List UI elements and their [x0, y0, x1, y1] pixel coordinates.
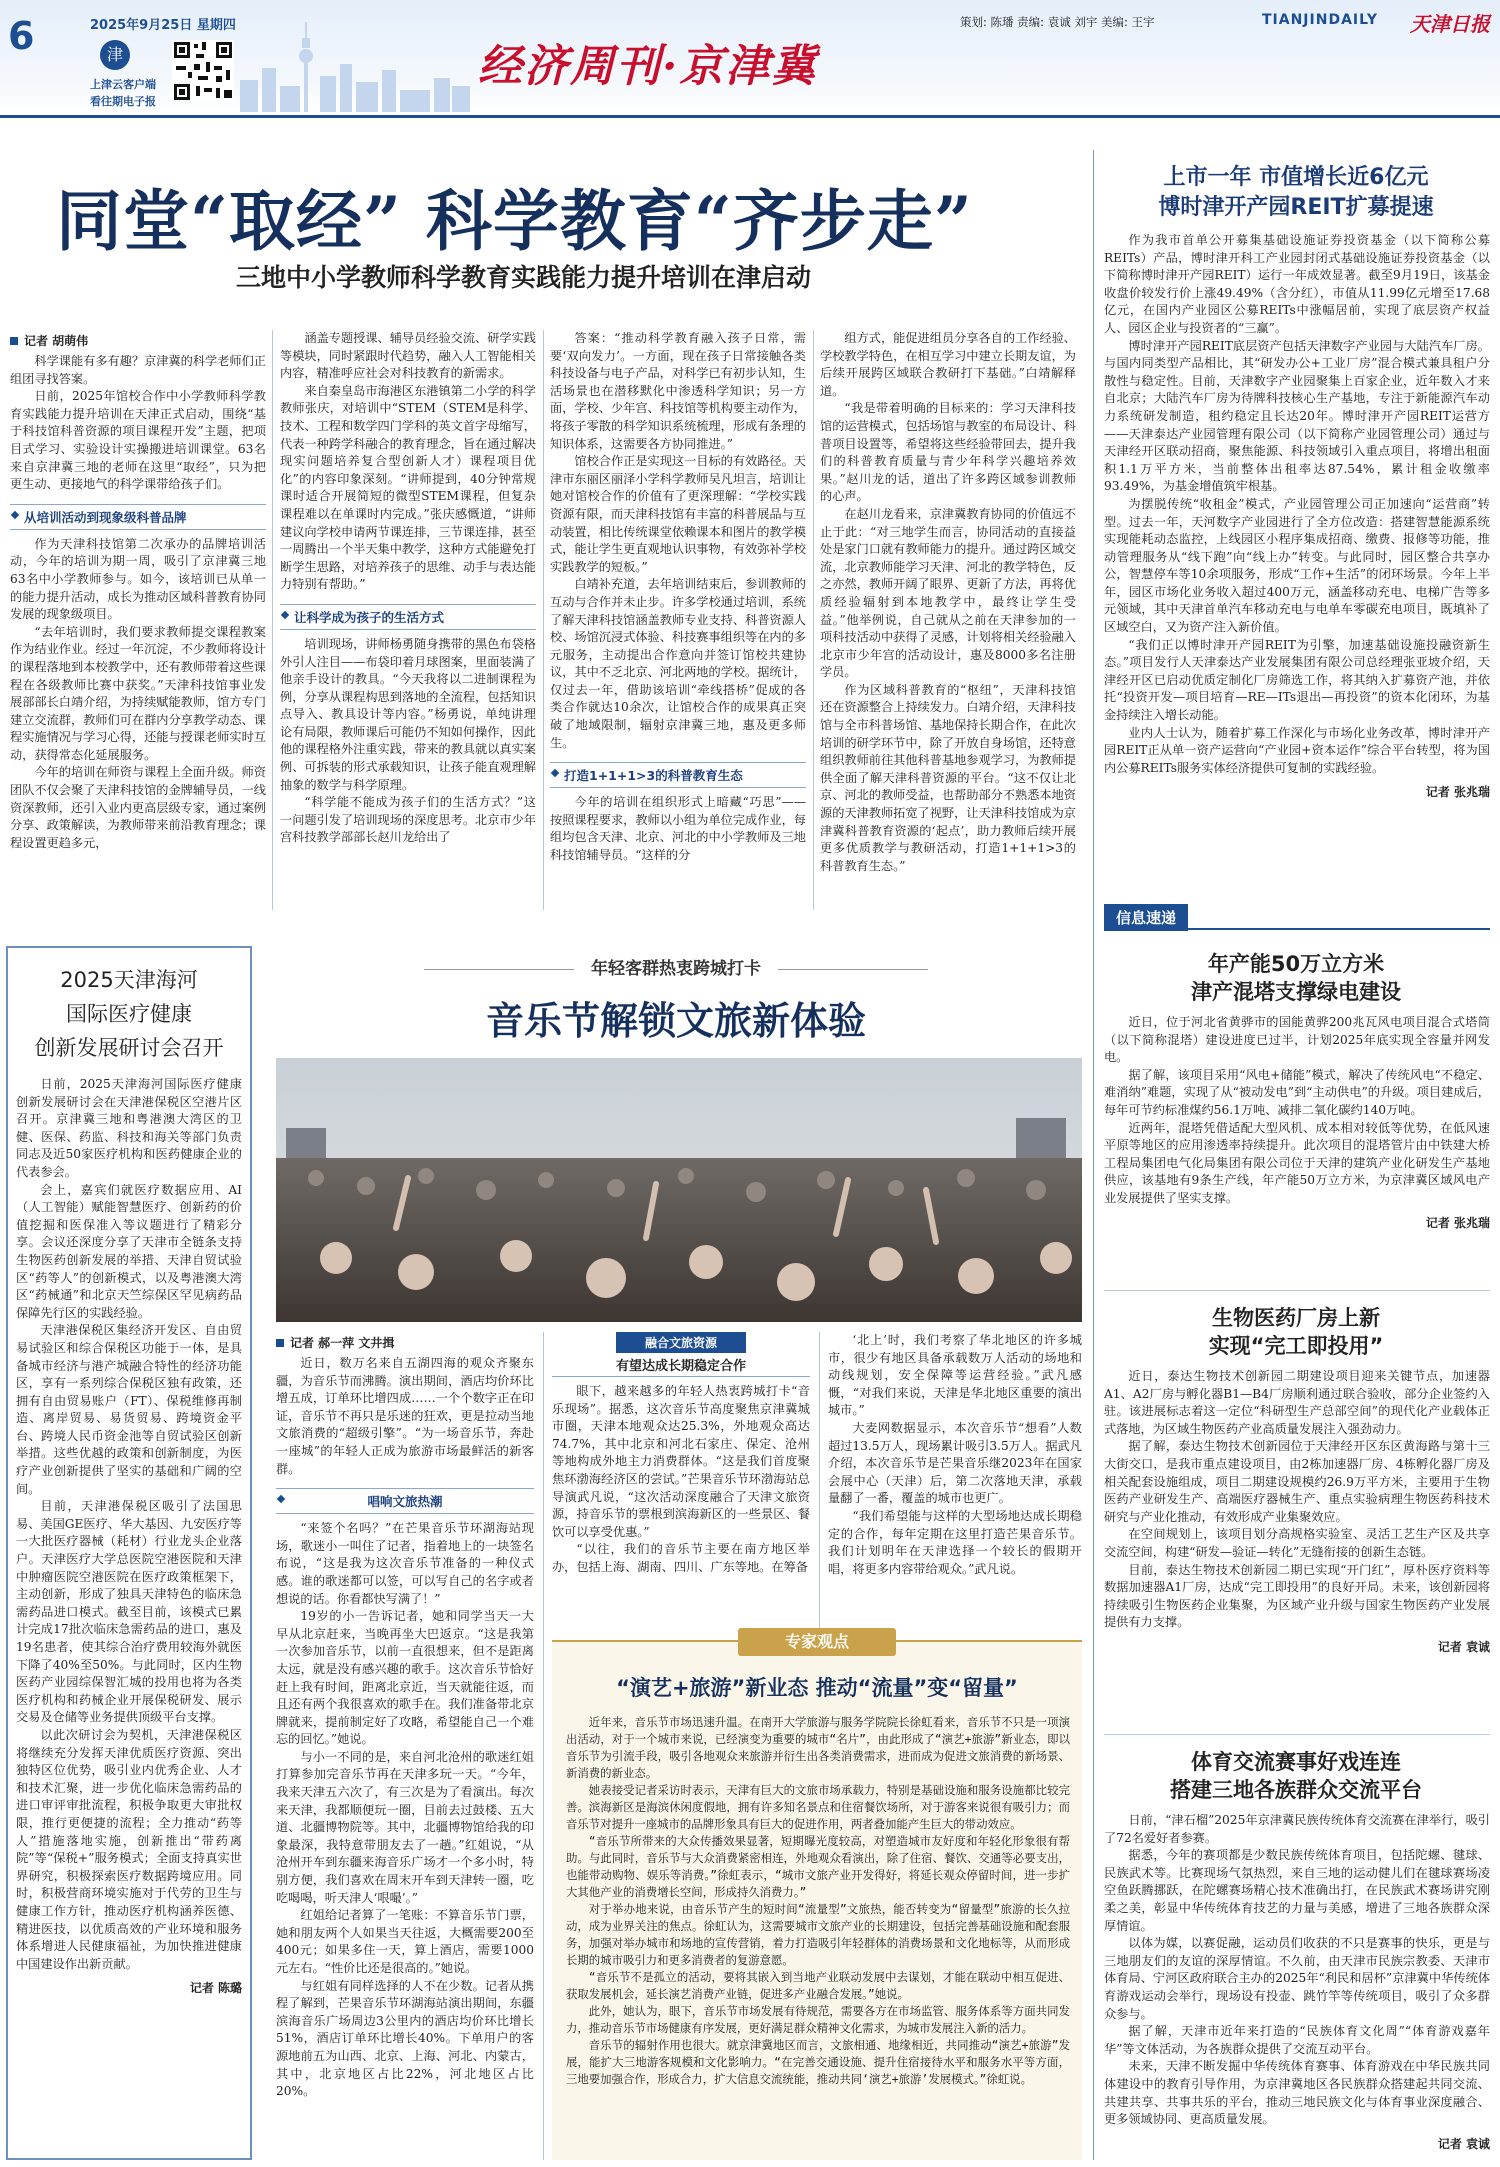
editor-credits: 策划: 陈璠 责编: 袁诚 刘宇 美编: 王宇: [960, 15, 1155, 29]
lead-col2b-text: [280, 636, 536, 847]
music-title: 音乐节解锁文旅新体验: [485, 999, 866, 1043]
lead-col-4: [820, 330, 1076, 910]
paragraph: 日前，2025天津海河国际医疗健康创新发展研讨会在天津港保税区空港片区召开。京津冀三地和粤港澳大湾区的卫健、医保、药监、科技和海关等部门负责同志及近50家医疗机构和医药健康企业的代表参会。: [16, 1077, 242, 1179]
forum-title-3: 创新发展研讨会召开: [34, 1036, 224, 1060]
music-kicker: [270, 954, 1082, 979]
paragraph: 培训现场，讲师杨勇随身携带的黑色布袋格外引人注目——布袋印着月球图案，里面装满了他亲手设计的教具。“今天我将以二进制课程为例，分享从课程构思到落地的全流程，包括知识点导入、教具设计等内容。”杨勇说，单纯讲理论有局限，教师课后可能仍不知如何操作，因此他的课程格外注重实践，带来的教具就以真实案例、可拆装的形式承载知识，让孩子能直观理解抽象的数学与科学原理。: [280, 636, 536, 792]
reit-body: [1104, 232, 1490, 872]
concert-crowd-photo: [276, 1058, 1082, 1322]
lead-subhead: 三地中小学教师科学教育实践能力提升培训在津启动: [236, 263, 812, 292]
music-subheading-2: 有望达成长期稳定合作: [552, 1355, 810, 1377]
lead-col-2: [280, 330, 536, 910]
wind-title-2: 津产混塔支撑绿电建设: [1191, 980, 1401, 1004]
city-skyline-illustration: [240, 20, 470, 112]
paragraph: 作为区域科普教育的“枢纽”，天津科技馆还在资源整合上持续发力。白靖介绍，天津科技馆与全市科普场馆、基地保持长期合作，在此次培训的研学环节中，除了开放自身场馆，还特意组织教师前往其他科普基地参观学习，为教师提供全面了解天津科普资源的平台。“这不仅让北京、河北的教师受益，也帮助部分不熟悉本地资源的天津教师拓宽了视野，让天津科技馆成为京津冀科普教育资源的‘起点’，助力教师后续开展更多优质教学与教研活动，打造1+1+1>3的科普教育生态。”: [820, 682, 1076, 873]
forum-body: [8, 1062, 250, 2152]
sport-text: [1104, 1812, 1490, 2129]
reit-author: 记者 张兆瑞: [1425, 785, 1490, 800]
wind-author: 记者 张兆瑞: [1425, 1215, 1490, 1230]
paragraph: 作为我市首单公开募集基础设施证券投资基金（以下简称公募REITs）产品，博时津开科工产业园封闭式基础设施证券投资基金（以下简称博时津开产园REIT）运行一年成效显著。截至9月19日，该基金收盘价较发行价上涨49.49%（含分红），市值从11.99亿元增至17.68亿元，在国内产业园区公募REITs中涨幅居前，实现了底层资产权益人、园区企业与投资者的“三赢”。: [1104, 233, 1490, 335]
paragraph: 19岁的小一告诉记者，她和同学当天一大早从北京赶来，当晚再坐大巴返京。“这是我第一次参加音乐节，以前一直很想来，但不是距离太远，就是没有感兴趣的歌手。这次音乐节恰好赶上我有时间，距离北京近，当天就能往返，而且还有两个我很喜欢的歌手在。我们准备带北京牌就来，提前制定好了攻略，希望能自己一个难忘的回忆。”她说。: [276, 1609, 534, 1747]
lead-subheading-1: 从培训活动到现象级科普品牌: [10, 504, 266, 530]
paragraph: 作为天津科技馆第二次承办的品牌培训活动，今年的培训为期一周，吸引了京津冀三地63名中小学教师参与。如今，该培训已从单一的能力提升活动，成长为推动区域科普教育协同发展的现象级项目。: [10, 536, 266, 622]
wind-text: [1104, 1014, 1490, 1208]
paragraph: 近年来，音乐节市场迅速升温。在南开大学旅游与服务学院院长徐虹看来，音乐节不只是一项演出活动，对于一个城市来说，已经演变为重要的城市“名片”，由此形成了“演艺+旅游”新业态，即以音乐节为引流手段，吸引各地观众来旅游并衍生出各类消费需求，进而成为促进文旅消费的新场景、新消费的新业态。: [566, 1715, 1070, 1780]
paragraph: 目前，泰达生物技术创新园二期已实现“开门红”，厚朴医疗资料等数据加速器A1厂房，达成“完工即投用”的良好开局。未来，该创新园将持续吸引生物医药企业集聚，为区域产业升级与国家生物医药产业发展提供有力支撑。: [1104, 1562, 1490, 1630]
expert-body: [566, 1714, 1070, 2154]
paragraph: “我们希望能与这样的大型场地达成长期稳定的合作，每年定期在这里打造芒果音乐节。我们计划明年在天津选择一个较长的假期开唱，将更多内容带给观众。”武凡说。: [828, 1508, 1082, 1576]
forum-text: [16, 1076, 242, 1973]
forum-author: 记者 陈璐: [189, 1981, 242, 1996]
lead-col1-text: [10, 353, 266, 494]
forum-title-2: 国际医疗健康: [66, 1002, 192, 1026]
issue-date: 2025年9月25日 星期四: [90, 18, 236, 33]
section-title: 经济周刊·京津冀: [478, 41, 818, 92]
paragraph: 业内人士认为，随着扩募工作深化与市场化业务改革，博时津开产园REIT正从单一资产运营向“产业园+资本运作”综合平台转型，将为国内公募REITs服务实体经济提供可复制的实践经验。: [1104, 725, 1490, 775]
sport-body: [1104, 1812, 1490, 2160]
paragraph: 以此次研讨会为契机，天津港保税区将继续充分发挥天津优质医疗资源、突出独特区位优势，吸引业内优秀企业、人才和技术汇聚，进一步优化临床急需药品的进口审评审批流程，积极争取更大审批权限，推行更便捷的流程；全力推动“药等人”措施落地实施，创新推出“带药离院”等“保税+”服务模式；全面支持真实世界研究，积极探索医疗数据跨境应用。同时，积极营商环境实施对于代劳的卫生与健康工作方针，推动医疗机构涵养医德、精进医技，以优质高效的产业环境和服务体系增进人民健康福祉，为加快推进健康中国建设作出新贡献。: [16, 1727, 242, 1971]
paragraph: 红姐给记者算了一笔账：不算音乐节门票，她和朋友两个人如果当天往返，大概需要200至400元；如果多住一天，算上酒店，需要1000元左右。“性价比还是很高的。”她说。: [276, 1908, 534, 1975]
paragraph: 据悉，今年的赛项都是少数民族传统体育项目，包括陀螺、毽球、民族武术等。比赛现场气氛热烈，来自三地的运动健儿们在毽球赛场凌空鱼跃腾挪跃，在陀螺赛场精心技术准确出打，在民族武术赛场讲究刚柔之美，彰显中华传统体育技艺的力量与美感，增进了三地各族群众深厚情谊。: [1104, 1848, 1490, 1933]
lead-col-3: [550, 330, 806, 910]
bio-body: [1104, 1368, 1490, 1728]
lead-col3-text: [550, 330, 806, 752]
sport-author: 记者 袁诚: [1437, 2136, 1490, 2151]
music-col2-text: [552, 1383, 810, 1577]
jin-logo-icon: 津: [100, 40, 130, 70]
lead-byline: 记者 胡萌伟: [10, 332, 266, 349]
paragraph: 与红姐有同样选择的人不在少数。记者从携程了解到，芒果音乐节环湖海站演出期间，东疆滨海音乐广场周边3公里内的酒店均价环比增长51%，酒店订单环比增长40%。下单用户的客源地前五为山西、北京、上海、河北、内蒙古，其中，北京地区占比22%，河北地区占比20%。: [276, 1978, 534, 2099]
forum-title-1: 2025天津海河: [60, 968, 198, 992]
expert-label: 专家观点: [738, 1628, 896, 1656]
masthead: [0, 0, 1500, 118]
paragraph: 来自秦皇岛市海港区东港镇第二小学的科学教师张庆，对培训中“STEM（STEM是科学、技术、工程和数学四门学科的英文首字母缩写，代表一种跨学科融合的教育理念，旨在通过解决现实问题培养复合型创新人才）课程项目优化”的内容印象深刻。“讲师提到，40分钟常规课时适合开展简短的微型STEM课程，但复杂课程难以在单课时内完成。”张庆感慨道，“讲师建议向学校申请两节课连排，三节课连排，甚至一周腾出一个半天集中教学，这种方式能避免打断学生思路，对培养孩子的思维、动手与表达能力特别有帮助。”: [280, 383, 536, 592]
paragraph: 日前，“津石榴”2025年京津冀民族传统体育交流赛在津举行，吸引了72名爱好者参赛。: [1104, 1813, 1490, 1845]
lead-col2-text: [280, 330, 536, 594]
paragraph: 近日，位于河北省黄骅市的国能黄骅200兆瓦风电项目混合式塔筒（以下简称混塔）建设进度已过半，计划2025年底实现全容量并网发电。: [1104, 1015, 1490, 1065]
qr-caption-2: 看往期电子报: [90, 95, 156, 108]
paragraph: 答案：“推动科学教育融入孩子日常，需要‘双向发力’。一方面，现在孩子日常接触各类科技设备与电子产品，对科学已有初步认知，生活场景也在潜移默化中渗透科学知识；另一方面，学校、少年宫、科技馆等机构要主动作为，将孩子零散的科学知识系统梳理，形成有条理的知识体系，这需要各方协同推进。”: [550, 331, 806, 451]
music-byline: 记者 郝一萍 文井揖: [276, 1334, 534, 1351]
paragraph: “我们正以博时津开产园REIT为引擎，加速基础设施投融资新生态。”项目发行人天津泰达产业发展集团有限公司总经理张亚坡介绍，天津经开区已启动优质定制化厂房筛选工作，将其纳入扩募资产池，并依托“投资开发—项目培育—RE—ITs退出—再投资”的资本化闭环，为基金持续注入增长动能。: [1104, 637, 1490, 723]
bio-title-1: 生物医药厂房上新: [1212, 1306, 1380, 1330]
paragraph: 日前，2025年馆校合作中小学教师科学教育实践能力提升培训在天津正式启动，围绕“基于科技馆科普资源的项目课程开发”主题，把项目式学习、实验设计实操搬进培训课堂。63名来自京津冀三地的老师在这里“取经”，只为把更生动、更接地气的科学课带给孩子们。: [10, 389, 266, 492]
paragraph: 在空间规划上，该项目划分高规格实验室、灵活工艺生产区及共享交流空间，构建“研发—验证—转化”无缝衔接的创新生态链。: [1104, 1527, 1490, 1559]
paragraph: 眼下，越来越多的年轻人热衷跨城打卡“音乐现场”。据悉，这次音乐节高度聚焦京津冀城市圈，天津本地观众达25.3%，外地观众高达74.7%，其中北京和河北石家庄、保定、沧州等地构成外地主力消费群体。“这是我们首度聚焦环渤海经济区的尝试。”芒果音乐节环渤海站总导演武凡说，“这次活动深度融合了天津文旅资源，持音乐节的票根到滨海新区的一些景区、餐饮可以享受优惠。”: [552, 1384, 810, 1539]
lead-col1b-text: [10, 536, 266, 853]
qr-code-icon[interactable]: [172, 40, 234, 102]
expert-text: [566, 1714, 1070, 2088]
news-flash-label: [1104, 904, 1490, 930]
paragraph: 组方式，能促进组员分享各自的工作经验、学校教学特色，在相互学习中建立长期友谊，为后续开展跨区域联合教研打下基础。”白靖解释道。: [820, 331, 1076, 398]
paragraph: “以往，我们的音乐节主要在南方地区举办，包括上海、湖南、四川、广东等地。在筹备: [552, 1542, 810, 1574]
sport-title-2: 搭建三地各族群众交流平台: [1170, 1778, 1422, 1802]
reit-title-1: 上市一年 市值增长近6亿元: [1163, 165, 1429, 190]
bio-author: 记者 袁诚: [1437, 1639, 1490, 1654]
paragraph: 馆校合作正是实现这一目标的有效路径。天津市东丽区丽泽小学科学教师吴凡坦言，培训让她对馆校合作的价值有了更深理解：“学校实践资源有限，而天津科技馆有丰富的科普展品与互动装置，相比传统课堂依赖课本和图片的教学模式，能让学生更直观地认识事物，有效弥补学校实践教学的短板。”: [550, 454, 806, 574]
wind-body: [1104, 1014, 1490, 1284]
paragraph: 目前，天津港保税区吸引了法国思易、美国GE医疗、华大基因、九安医疗等一大批医疗器械（耗材）行业龙头企业落户。天津医疗大学总医院空港医院和天津中肿瘤医院空港医院在医疗政策框架下，主动创新，形成了独具天津特色的临床急需药品进口模式。截至目前，该模式已累计完成17批次临床急需药品的进口，惠及19名患者，使其综合治疗费用较海外就医下降了40%至50%。与此同时，区内生物医药产业园综保智汇城的投用也将为各类医疗机构和药械企业开展保税研发、展示交易及仓储等业务提供顶级平台支撑。: [16, 1499, 242, 1725]
paragraph: 天津港保税区集经济开发区、自由贸易试验区和综合保税区功能于一体，是具备城市经济与港产城融合特性的经济功能区，享有一系列综合保税区独有政策，还拥有自由贸易账户（FT）、保税维修再制造、离岸贸易、易货贸易、跨境资金平台、跨境人民币资金池等自贸试验区创新举措。这些优越的政策和创新制度，为医疗产业创新提供了坚实的基础和广阔的空间。: [16, 1323, 242, 1496]
paragraph: 白靖补充道，去年培训结束后，参训教师的互动与合作并未止步。许多学校通过培训，系统了解天津科技馆涵盖教师专业支持、科普资源人校、场馆沉浸式体验、科技赛事组织等在内的多元服务，主动提出合作意向并签订馆校共建协议，其中不乏北京、河北两地的学校。据统计，仅过去一年，借助该培训“牵线搭桥”促成的各类合作就达10余次，让馆校合作的成果真正突破了地域限制，辐射京津冀三地，惠及更多师生。: [550, 577, 806, 750]
paragraph: 近日，数万名来自五湖四海的观众齐聚东疆，为音乐节而沸腾。演出期间，酒店均价环比增五成，订单环比增四成……一个个数字正在印证，音乐节不再只是乐迷的狂欢，更是拉动当地文旅消费的“超级引擎”。“为一场音乐节，奔赴一座城”的年轻人正成为旅游市场最鲜活的新客群。: [276, 1356, 534, 1476]
paragraph: 她表接受记者采访时表示，天津有巨大的文旅市场承载力，特别是基础设施和服务设施都比较完善。滨海新区是海滨休闲度假地，拥有许多知名景点和住宿餐饮场所，对于游客来说很有吸引力；而音乐节对提升一座城市的品牌形象具有巨大的促进作用，两者叠加能产生巨大的带动效应。: [566, 1783, 1070, 1831]
paragraph: 为摆脱传统“收租金”模式，产业园管理公司正加速向“运营商”转型。过去一年，天河数字产业园进行了全方位改造：搭建智慧能源系统实现能耗动态监控，上线园区小程序集成招商、缴费、报修等功能，推动管理服务从“线下跑”向“线上办”转变。与此同时，园区整合共享办公，智慧停车等10余项服务，形成“工作+生活”的闭环场景。今年上半年，园区市场化业务收入超过400万元，涵盖移动充电、电梯广告等多元领域，其中天津首单汽车移动充电与电单车零碳充电项目，既填补了区域空白，又为资产注入新价值。: [1104, 496, 1490, 635]
paragraph: “来签个名吗？”在芒果音乐节环湖海站现场，歌迷小一叫住了记者，指着地上的一块签名布说，“这是我为这次音乐节准备的一种仪式感。谁的歌迷都可以签，可以写自己的名字或者想说的话。你看都快写满了！”: [276, 1521, 534, 1606]
qr-caption-1: 上津云客户端: [90, 78, 156, 91]
music-col1-text: [276, 1355, 534, 1478]
paragraph: “科学能不能成为孩子们的生活方式？”这一问题引发了培训现场的深度思考。北京市少年宫科技教学部部长赵川龙给出了: [280, 795, 536, 845]
paragraph: 据了解，泰达生物技术创新园位于天津经开区东区黄海路与第十三大街交口，是我市重点建设项目，由2栋加速器厂房、4栋孵化器厂房及相关配套设施组成，项目二期建设规模约26.9万平方米，主要用于生物医药产业研发生产、高端医疗器械生产、重点实验病理生物医药科技术研究与产业化推动，有效形成产业集聚效应。: [1104, 1439, 1490, 1524]
paragraph: 会上，嘉宾们就医疗数据应用、AI（人工智能）赋能智慧医疗、创新药的价值挖掘和医保准入等议题进行了精彩分享。会议还深度分享了天津市全链条支持生物医药创新发展的举措、天津自贸试验区“药等人”的创新模式，以及粤港澳大湾区“药械通”和北京天竺综保区罕见病药品保障先行区的实践经验。: [16, 1182, 242, 1320]
paragraph: 近日，泰达生物技术创新园二期建设项目迎来关键节点，加速器A1、A2厂房与孵化器B1—B4厂房顺利通过联合验收，部分企业签约入驻。该进展标志着这一定位“科研型生产总部空间”的现代化产业载体正式落地，为区域生物医药产业高质量发展注入强劲动力。: [1104, 1369, 1490, 1436]
page-number: 6: [8, 14, 35, 58]
paragraph: “音乐节所带来的大众传播效果显著，短期曝光度较高，对塑造城市友好度和年轻化形象很有帮助。与此同时，音乐节与大众消费紧密相连，外地观众看演出，除了住宿、餐饮、交通等必要支出，也能带动购物、娱乐等消费。”徐虹表示，“城市文旅产业开发得好，将延长观众停留时间，进一步扩大其他产业的消费增长空间，形成持久消费力。”: [566, 1834, 1070, 1899]
music-col3-text: [828, 1332, 1082, 1578]
paragraph: 以体为媒，以赛促融，运动员们收获的不只是赛事的快乐，更是与三地朋友们的友谊的深厚情谊。不久前，由天津市民族宗教委、天津市体育局、宁河区政府联合主办的2025年“利民和居杯”京津冀中华传统体育游戏运动会举行，现场设有投壶、跳竹竿等传统项目，吸引了众多群众参与。: [1104, 1936, 1490, 2021]
music-col-3: [828, 1332, 1082, 1632]
paragraph: “去年培训时，我们要求教师提交课程教案作为结业作业。经过一年沉淀，不少教师将设计的课程落地到本校教学中，还有教师带着这些课程在各级教师比赛中获奖。”天津科技馆事业发展部部长白靖介绍，为持续赋能教师，馆方专门建立交流群，教师们可在群内分享教学动态、课程实施情况与学习心得，还能与授课老师实时互动，获得常态化延展服务。: [10, 624, 266, 762]
paragraph: 据了解，该项目采用“风电+储能”模式，解决了传统风电“不稳定、难消纳”难题，实现了从“被动发电”到“主动供电”的升级。项目建成后，每年可节约标准煤约56.1万吨、减排二氧化碳约140万吨。: [1104, 1067, 1490, 1117]
expert-box: [552, 1632, 1082, 2160]
paragraph: 大麦网数据显示，本次音乐节“想看”人数超过13.5万人，现场累计吸引3.5万人。据武凡介绍，本次音乐节是芒果音乐继2023年在国家会展中心（天津）后，第二次落地天津，承载量翻了一番，覆盖的城市也更广。: [828, 1420, 1082, 1506]
paragraph: 在赵川龙看来，京津冀教育协同的价值远不止于此：“对三地学生而言，协同活动的直接益处是家门口就有教师能力的提升。通过跨区域交流，北京教师能学习天津、河北的教学特色，反之亦然，教师开阔了眼界、更新了方法，再将优质经验辐射到本地教学中，最终让学生受益。”他举例说，自己就从之前在天津参加的一项科技活动中获得了灵感，计划将相关经验融入北京市少年宫的活动设计，惠及8000多名注册学员。: [820, 506, 1076, 680]
music-kicker-text: 年轻客群热衷跨城打卡: [591, 959, 761, 979]
expert-title: “演艺+旅游”新业态 推动“流量”变“留量”: [616, 1676, 1018, 1700]
paragraph: ‘北上’时，我们考察了华北地区的许多城市，很少有地区具备承载数万人活动的场地和动线规划，安全保障等运营经验。”武凡感慨，“对我们来说，天津是华北地区重要的演出城市。”: [828, 1333, 1082, 1418]
paragraph: “我是带着明确的目标来的：学习天津科技馆的运营模式，包括场馆与教室的布局设计、科普项目设置等，希望将这些经验带回去，提升我们的科普教育质量与青少年科学兴趣培养效果。”赵川龙的话，道出了许多跨区域参训教师的心声。: [820, 401, 1076, 504]
music-subheading-1: 唱响文旅热潮: [276, 1488, 534, 1514]
paragraph: 与小一不同的是，来自河北沧州的歌迷红姐打算参加完音乐节再在天津多玩一天。“今年，我来天津五六次了，有三次是为了看演出。每次来天津，我都顺便玩一圈，目前去过鼓楼、五大道、北疆博物院等。其中，北疆博物馆给我的印象最深，我特意带朋友去了一趟。”红姐说，“从沧州开车到东疆来海音乐广场才一个多小时，特别方便，我们喜欢在周末开车到天津转一圈，吃吃喝喝，听天津人‘哏嘬’。”: [276, 1749, 534, 1905]
bio-text: [1104, 1368, 1490, 1632]
paragraph: 科学课能有多有趣？京津冀的科学老师们正组团寻找答案。: [10, 354, 266, 386]
paper-name-en: TIANJINDAILY: [1262, 12, 1378, 28]
paragraph: 此外，她认为，眼下，音乐节市场发展有待规范，需要各方在市场监管、服务体系等方面共同发力，推动音乐节市场健康有序发展，更好满足群众精神文化需求，为城市发展注入新的活力。: [566, 2004, 1070, 2035]
paragraph: 博时津开产园REIT底层资产包括天津数字产业园与大陆汽车厂房。与国内同类型产品相比，其“研发办公+工业厂房”混合模式兼具租户分散性与稳定性。目前，天津数字产业园聚集上百家企业，近年数入才来自北京；大陆汽车厂房为待牌科技核心生产基地，专注于新能源汽车动力系统研发制造，租约稳定且长达20年。博时津开产园REIT运营方——天津泰达产业园管理有限公司（以下简称产业园管理公司）通过与天津经开区联动招商，聚焦能源、科技领域引入重点项目，将增出租面积1.1万平方米，当前整体出租率达87.54%，累计租金收缴率93.49%，为基金增值筑牢根基。: [1104, 338, 1490, 494]
paragraph: 未来，天津不断发掘中华传统体育赛事、体育游戏在中华民族共同体建设中的教育引导作用，为京津冀地区各民族群众搭建起共同交流、共建共享、共事共乐的平台，推动三地民族文化与体育事业深度融合、更多领域协同、更高质量发展。: [1104, 2059, 1490, 2127]
lead-col3b-text: [550, 794, 806, 864]
music-col1b-text: [276, 1520, 534, 2101]
paragraph: 近两年，混塔凭借适配大型风机、成本相对较低等优势，在低风速平原等地区的应用渗透率持续提升。此次项目的混塔管片由中铁建大桥工程局集团电气化局集团有限公司位于天津的建筑产业化研发生产基地供应，该基地有9条生产线，年产能50万立方米，为京津冀区域风电产业发展提供了坚实支撑。: [1104, 1120, 1490, 1205]
lead-col-1: [10, 330, 266, 910]
bio-title-2: 实现“完工即投用”: [1208, 1334, 1384, 1358]
forum-box: [6, 946, 252, 2160]
paragraph: “音乐节不是孤立的活动，要将其嵌入到当地产业联动发展中去谋划，才能在联动中相互促进、获取发展机会，延长演艺消费产业链，促进多产业融合发展。”她说。: [566, 1970, 1070, 2001]
lead-col4-text: [820, 330, 1076, 875]
lead-subheading-2: 让科学成为孩子的生活方式: [280, 604, 536, 630]
reit-title-2: 博时津开产园REIT扩募提速: [1158, 195, 1434, 220]
reit-text: [1104, 232, 1490, 777]
paragraph: 对于举办地来说，由音乐节产生的短时间“流量型”文旅热，能否转变为“留量型”旅游的长久拉动，成为业界关注的焦点。徐虹认为，这需要城市文旅产业的长期建设，包括完善基础设施和配套服务，加强对举办城市和场地的宣传营销，着力打造吸引年轻群体的消费场景和文化地标等，从而形成长期的城市吸引力和更多消费者的复游意愿。: [566, 1902, 1070, 1967]
paragraph: 据了解，天津市近年来打造的“民族体育文化周”“体育游戏嘉年华”等文体活动，为各族群众提供了交流互动平台。: [1104, 2024, 1490, 2056]
paragraph: 今年的培训在师资与课程上全面升级。师资团队不仅会聚了天津科技馆的金牌辅导员，一线资深教师，还引入业内更高层级专家，通过案例分享、政策解读，为教师带来前沿教育理念；课程设置更趋多元，: [10, 765, 266, 850]
news-flash-text: 信息速递: [1104, 904, 1188, 931]
paragraph: 今年的培训在组织形式上暗藏“巧思”——按照课程要求，教师以小组为单位完成作业，每组均包含天津、北京、河北的中小学教师及三地科技馆辅导员。“这样的分: [550, 795, 806, 863]
music-col-1: [276, 1332, 534, 2160]
lead-headline: 同堂“取经” 科学教育“齐步走”: [56, 182, 973, 260]
paper-logo: 天津日报: [1410, 12, 1490, 36]
music-col-2: [552, 1332, 810, 1632]
paragraph: 音乐节的辐射作用也很大。就京津冀地区而言，文旅相通、地缘相近，共同推动“演艺+旅游”发展，能扩大三地游客规模和文化影响力。“在完善交通设施、提升住宿接待水平和服务水平等方面，三地要加强合作，形成合力，扩大信息交流统能，推动共同‘演艺+旅游’发展模式。”徐虹说。: [566, 2038, 1070, 2086]
paragraph: 涵盖专题授课、辅导员经验交流、研学实践等模块，同时紧跟时代趋势，融入人工智能相关内容，精准呼应社会对科技教育的新需求。: [280, 331, 536, 381]
wind-title-1: 年产能50万立方米: [1207, 952, 1385, 976]
music-col2-label: 融合文旅资源: [616, 1332, 746, 1353]
lead-subheading-3: 打造1+1+1>3的科普教育生态: [550, 762, 806, 788]
sport-title-1: 体育交流赛事好戏连连: [1191, 1750, 1401, 1774]
